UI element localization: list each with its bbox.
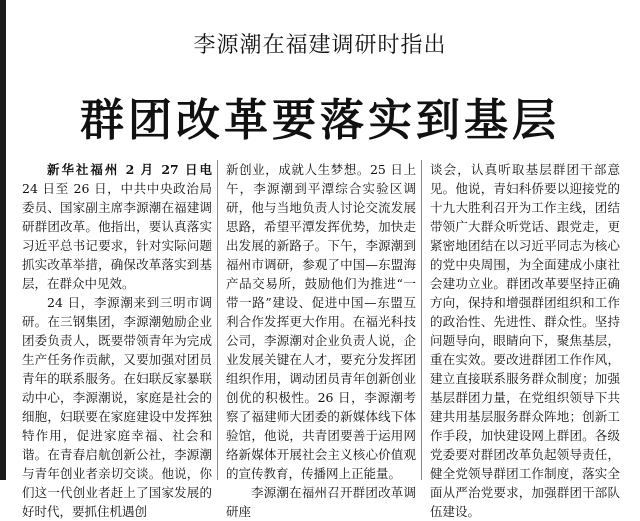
paragraph-text: 24 日至 26 日，中共中央政治局委员、国家副主席李源潮在福建调研群团改革。他指出，要认真落实习近平总书记要求，针对实际问题抓实改革举措，确保改革落实到基层，在群众中见效。 xyxy=(22,181,212,291)
article-paragraph: 24 日，李源潮来到三明市调研。在三钢集团，李源潮勉励企业团委负责人，既要带领青年为完成生产任务作贡献，又要加强对团员青年的联系服务。在妇联反家暴联动中心，李源潮说，家庭是社会的细胞，妇联要在家庭建设中发挥独特作用，促进家庭幸福、社会和谐。在青春启航创新公社，李源潮与青年创业者亲切交谈。他说，你们这一代创业者赶上了国家发展的好时代，要抓住机遇创 xyxy=(22,295,212,519)
dateline: 新华社福州 2 月 27 日电 xyxy=(47,162,212,177)
column-divider xyxy=(421,160,422,480)
article-paragraph xyxy=(22,160,212,293)
article-column-2 xyxy=(226,160,416,519)
article-column-3 xyxy=(430,160,620,519)
article-paragraph: 谈会，认真听取基层群团干部意见。他说，青妇科侨要以迎接党的十九大胜利召开为工作主线，团结带领广大群众听党话、跟党走，更紧密地团结在以习近平同志为核心的党中央周围，为全面建成小康社会建功立业。群团改革要坚持正确方向，保持和增强群团组织和工作的政治性、先进性、群众性。坚持问题导向，眼睛向下，聚焦基层，重在实效。要改进群团工作作风，建立直接联系服务群众制度；加强基层群团力量，在党组织领导下共建共用基层服务群众阵地；创新工作手段，加快建设网上群团。各级党委要对群团改革负起领导责任，健全党领导群团工作制度，落实全面从严治党要求，加强群团干部队伍建设。 xyxy=(430,162,620,519)
article-subtitle: 李源潮在福建调研时指出 xyxy=(193,33,447,58)
article-paragraph: 新创业，成就人生梦想。25 日上午，李源潮到平潭综合实验区调研，他与当地负责人讨论交流发展思路，希望平潭发挥优势，加快走出发展的新路子。下午，李源潮到福州市调研，参观了中国—东盟海产品交易所，鼓励他们为推进“一带一路”建设、促进中国—东盟互利合作发挥更大作用。在福光科技公司，李源潮对企业负责人说，企业发展关键在人才，要充分发挥团组织作用，调动团员青年创新创业创优的积极性。26 日，李源潮考察了福建师大团委的新媒体线下体验馆，他说，共青团要善于运用网络新媒体开展社会主义核心价值观的宣传教育，传播网上正能量。 xyxy=(226,162,416,481)
article-column-1 xyxy=(22,160,212,519)
left-edge-bar xyxy=(0,0,6,480)
article-headline: 群团改革要落实到基层 xyxy=(80,95,560,146)
article-paragraph: 李源潮在福州召开群团改革调研座 xyxy=(226,485,416,519)
column-divider xyxy=(217,160,218,480)
